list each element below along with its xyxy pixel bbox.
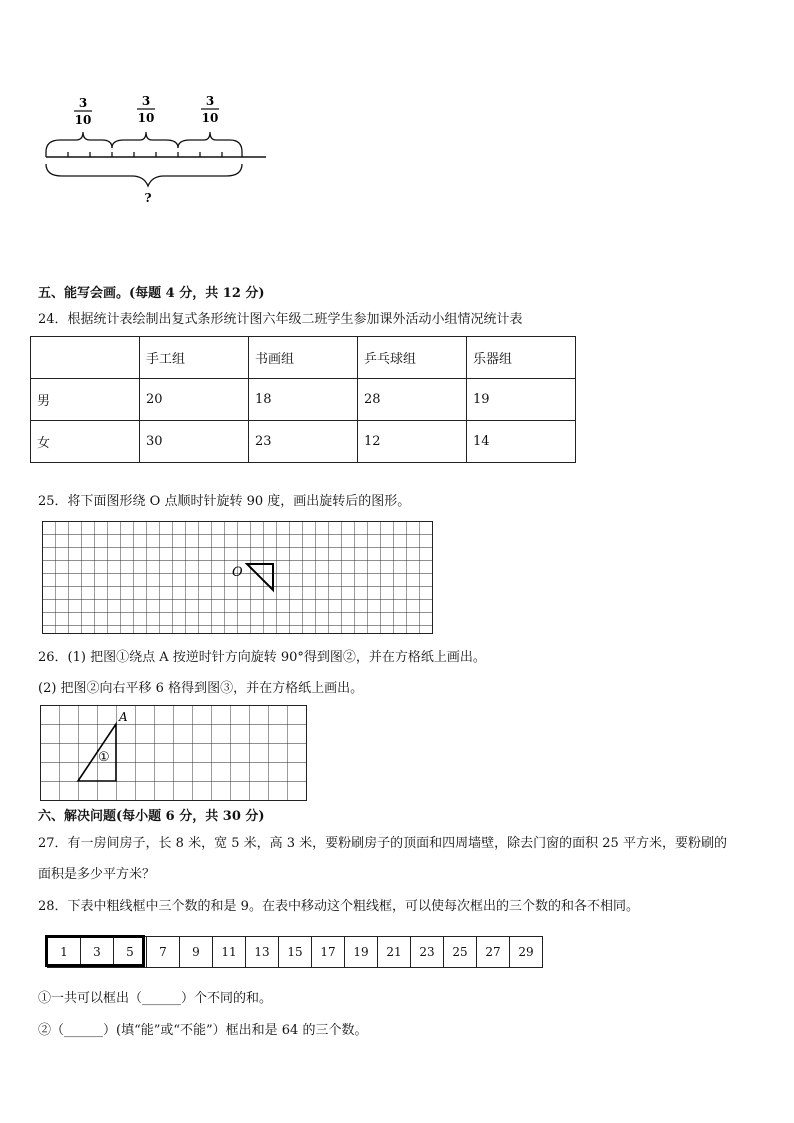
table-cell: 18: [249, 379, 358, 421]
number-cell: 27: [477, 937, 510, 968]
table-header-cell: 书画组: [249, 337, 358, 379]
table-cell: 19: [467, 379, 576, 421]
question-26-line-1: 26．(1) 把图①绕点 A 按逆时针方向旋转 90°得到图②，并在方格纸上画出。: [38, 650, 486, 665]
question-28-text: 28．下表中粗线框中三个数的和是 9。在表中移动这个粗线框，可以使每次框出的三个数的和各不相同。: [38, 899, 639, 914]
fraction-denominator: 10: [137, 111, 155, 125]
table-cell: 20: [140, 379, 249, 421]
fraction-denominator: 10: [74, 113, 92, 127]
section-6-heading: 六、解决问题(每小题 6 分，共 30 分): [38, 809, 265, 824]
figure-1-label: ①: [98, 750, 110, 765]
table-cell: 男: [31, 379, 140, 421]
fraction-numerator: 3: [205, 94, 215, 108]
number-cell: 13: [246, 937, 279, 968]
number-cell: 11: [213, 937, 246, 968]
number-cell: 9: [180, 937, 213, 968]
question-mark: ?: [144, 191, 152, 205]
question-27-line-2: 面积是多少平方米？: [38, 867, 156, 882]
number-cell: 7: [147, 937, 180, 968]
number-cell: 5: [114, 937, 147, 968]
activity-stats-table: [30, 336, 576, 463]
fraction-denominator: 10: [201, 111, 219, 125]
table-cell: 14: [467, 421, 576, 463]
table-row: [31, 421, 576, 463]
top-brace-3: [178, 132, 242, 152]
table-header-cell: 乐器组: [467, 337, 576, 379]
table-cell: 30: [140, 421, 249, 463]
question-28-sub-2: ②（______）(填“能”或“不能”）框出和是 64 的三个数。: [38, 1023, 368, 1038]
question-28-sub-1: ①一共可以框出（______）个不同的和。: [38, 991, 273, 1006]
number-cell: 17: [312, 937, 345, 968]
table-cell: 12: [358, 421, 467, 463]
table-header-row: [31, 337, 576, 379]
bottom-brace: [46, 164, 242, 186]
table-cell: 23: [249, 421, 358, 463]
q25-grid: [42, 521, 434, 635]
number-cell: 21: [378, 937, 411, 968]
table-header-cell: 手工组: [140, 337, 249, 379]
number-cell: 23: [411, 937, 444, 968]
number-cell: 1: [48, 937, 81, 968]
question-24-text: 24．根据统计表绘制出复式条形统计图六年级二班学生参加课外活动小组情况统计表: [38, 312, 523, 327]
fraction-numerator: 3: [78, 96, 88, 110]
q26-grid: [40, 705, 308, 803]
fraction-numerator: 3: [141, 94, 151, 108]
number-cell: 19: [345, 937, 378, 968]
point-a-label: A: [119, 710, 128, 724]
question-26-line-2: (2) 把图②向右平移 6 格得到图③，并在方格纸上画出。: [38, 681, 364, 696]
number-cell: 25: [444, 937, 477, 968]
question-27-line-1: 27．有一房间房子，长 8 米，宽 5 米，高 3 米，要粉刷房子的顶面和四周墙壁，除去门窗的面积 25 平方米，要粉刷的: [38, 836, 727, 851]
number-cell: 15: [279, 937, 312, 968]
table-row: [31, 379, 576, 421]
top-brace-2: [112, 132, 178, 148]
question-25-text: 25．将下面图形绕 O 点顺时针旋转 90 度，画出旋转后的图形。: [38, 494, 411, 509]
fraction-number-line-diagram: [40, 90, 280, 210]
number-cell: 3: [81, 937, 114, 968]
fraction-2: [137, 94, 155, 125]
table-cell: 女: [31, 421, 140, 463]
table-header-cell: 乒乓球组: [358, 337, 467, 379]
fraction-1: [74, 96, 92, 127]
number-cell: 29: [510, 937, 543, 968]
section-5-heading: 五、能写会画。(每题 4 分，共 12 分): [38, 286, 265, 301]
table-header-cell: [31, 337, 140, 379]
table-cell: 28: [358, 379, 467, 421]
point-o-label: O: [232, 565, 243, 580]
thick-selection-frame: [45, 935, 145, 967]
fraction-3: [201, 94, 219, 125]
top-brace-1: [46, 132, 112, 152]
